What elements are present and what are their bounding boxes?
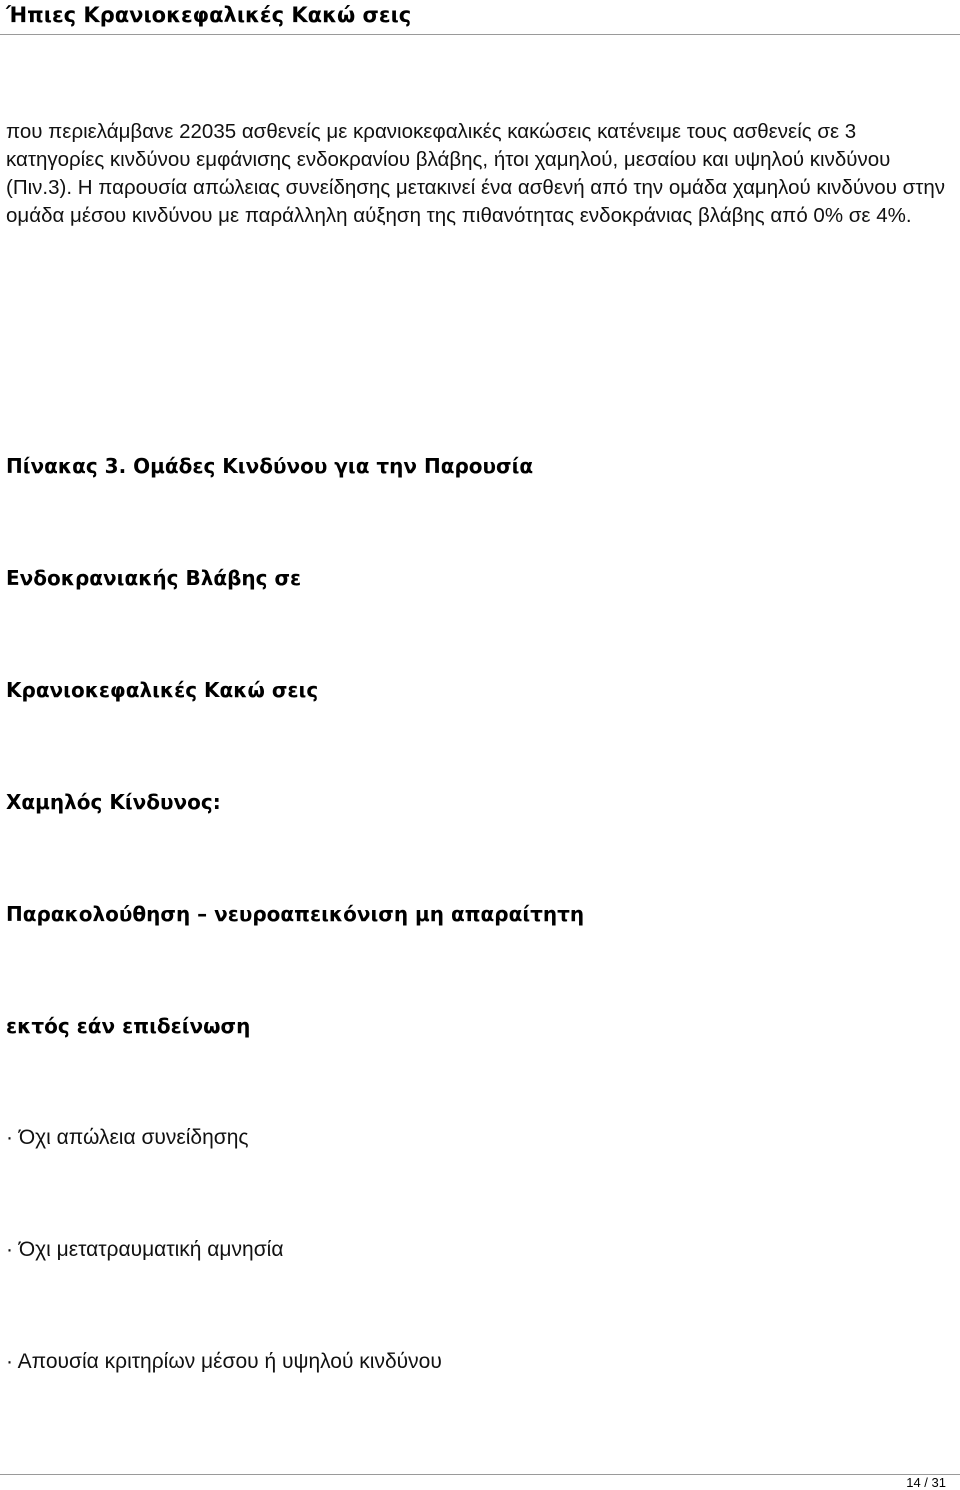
criteria-list-item: · Απουσία κριτηρίων μέσου ή υψηλού κινδύνου [6,1350,442,1373]
header-divider [0,34,960,35]
table-caption-line-3: Κρανιοκεφαλικές Κακώ σεις [6,678,319,702]
footer-divider [0,1474,960,1475]
page-number: 14 / 31 [906,1475,946,1490]
management-heading: Παρακολούθηση – νευροαπεικόνιση μη απαραίτητη [6,902,585,926]
criteria-list-item: · Όχι απώλεια συνείδησης [6,1126,249,1149]
body-paragraph: που περιελάμβανε 22035 ασθενείς με κρανιοκεφαλικές κακώσεις κατένειμε τους ασθενείς σε 3 κατηγορίες κινδύνου εμφάνισης ενδοκρανίου βλάβης, ήτοι χαμηλού, μεσαίου και υψηλού κινδύνου (Πιν.3). Η παρουσία απώλειας συνείδησης μετακινεί ένα ασθενή από την ομάδα χαμηλού κινδύνου στην ομάδα μέσου κινδύνου με παράλληλη αύξηση της πιθανότητας ενδοκράνιας βλάβης από 0% σε 4%. [6,120,946,227]
management-heading-line-2: εκτός εάν επιδείνωση [6,1014,251,1038]
table-caption: Πίνακας 3. Ομάδες Κινδύνου για την Παρουσία [6,454,534,478]
table-caption-line-2: Ενδοκρανιακής Βλάβης σε [6,566,302,590]
criteria-list-item: · Όχι μετατραυματική αμνησία [6,1238,284,1261]
document-title: Ήπιες Κρανιοκεφαλικές Κακώ σεις [6,3,412,27]
risk-group-heading: Χαμηλός Κίνδυνος: [6,790,221,814]
